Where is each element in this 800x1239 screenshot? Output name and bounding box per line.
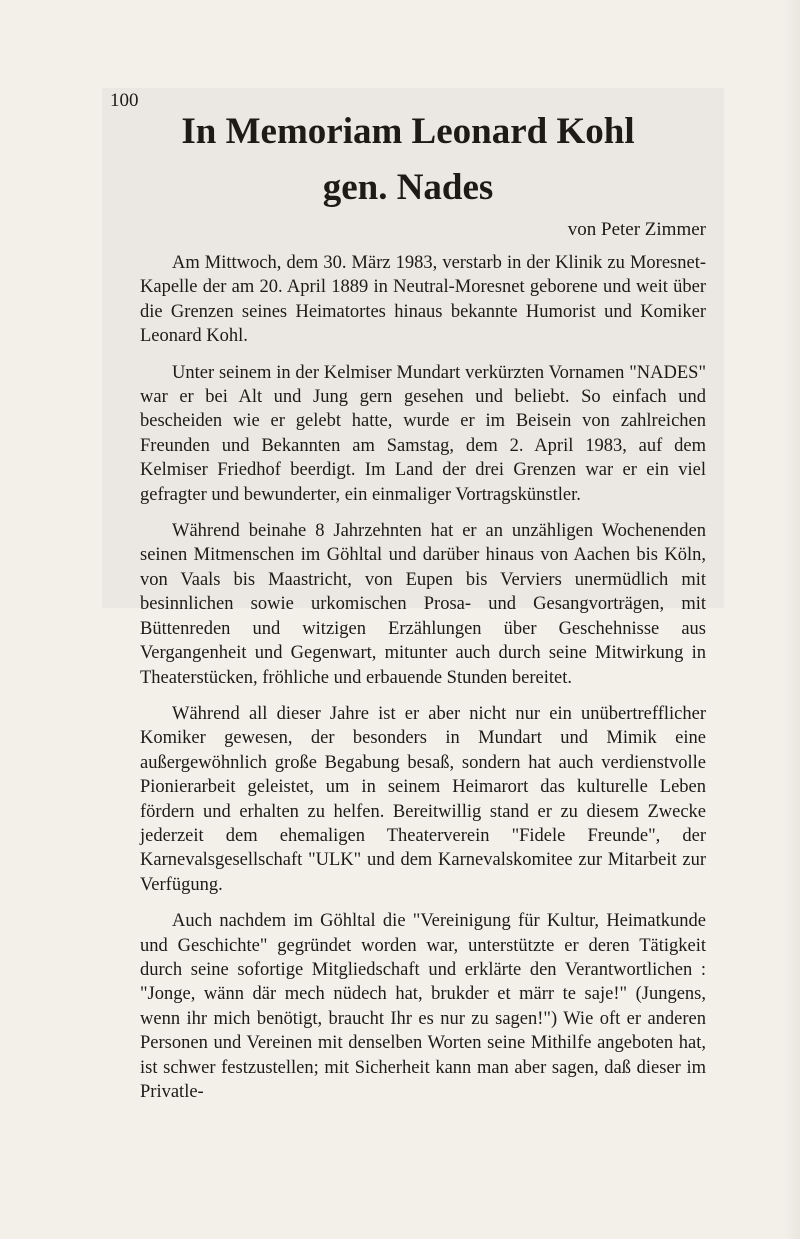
paragraph: Am Mittwoch, dem 30. März 1983, verstarb in der Klinik zu Moresnet-Kapelle der am 20. April 1889 in Neutral-Moresnet geborene und weit über die Grenzen seines Heimatortes hinaus bekannte Humorist und Komiker Leonard Kohl. xyxy=(140,253,706,347)
page-number: 100 xyxy=(110,90,139,111)
title-line-1: In Memoriam Leonard Kohl xyxy=(181,111,635,152)
author-byline: von Peter Zimmer xyxy=(567,219,706,240)
article-body xyxy=(140,251,706,1116)
article-title xyxy=(110,104,706,216)
paragraph: Unter seinem in der Kelmiser Mundart verkürzten Vornamen "NADES" war er bei Alt und Jung gern gesehen und beliebt. So einfach und bescheiden wie er gelebt hatte, wurde er im Beisein von zahlreichen Freunden und Bekannten am Samstag, dem 2. April 1983, auf dem Kelmiser Friedhof beerdigt. Im Land der drei Grenzen war er ein viel gefragter und bewunderter, ein einmaliger Vortragskünstler. xyxy=(140,362,706,505)
paragraph: Während beinahe 8 Jahrzehnten hat er an unzähligen Wochenenden seinen Mitmenschen im Göhltal und darüber hinaus von Aachen bis Köln, von Vaals bis Maastricht, von Eupen bis Verviers unermüdlich mit besinnlichen sowie urkomischen Prosa- und Gesangvorträgen, mit Büttenreden und witzigen Erzählungen über Geschehnisse aus Vergangenheit und Gegenwart, mitunter auch durch seine Mitwirkung in Theaterstücken, fröhliche und erbauende Stunden bereitet. xyxy=(140,521,706,688)
paragraph: Auch nachdem im Göhltal die "Vereinigung für Kultur, Heimatkunde und Geschichte" gegründet worden war, unterstützte er deren Tätigkeit durch seine sofortige Mitgliedschaft und erklärte den Verantwortlichen : "Jonge, wänn där mech nüdech hat, brukder et märr te saje!" (Jungens, wenn ihr mich benötigt, braucht Ihr es nur zu sagen!") Wie oft er anderen Personen und Vereinen mit denselben Worten seine Mithilfe angeboten hat, ist schwer festzustellen; mit Sicherheit kann man aber sagen, daß dieser im Privatle- xyxy=(140,911,706,1102)
paragraph: Während all dieser Jahre ist er aber nicht nur ein unübertrefflicher Komiker gewesen, der besonders in Mundart und Mimik eine außergewöhnlich große Begabung besaß, sondern hat auch verdienstvolle Pionierarbeit geleistet, um in seinem Heimarort das kulturelle Leben fördern und erhalten zu helfen. Bereitwillig stand er zu diesem Zwecke jederzeit dem ehemaligen Theaterverein "Fidele Freunde", der Karnevalsgesellschaft "ULK" und dem Karnevalskomitee zur Mitarbeit zur Verfügung. xyxy=(140,703,706,895)
page-edge xyxy=(784,0,800,1239)
title-line-2: gen. Nades xyxy=(322,167,494,208)
